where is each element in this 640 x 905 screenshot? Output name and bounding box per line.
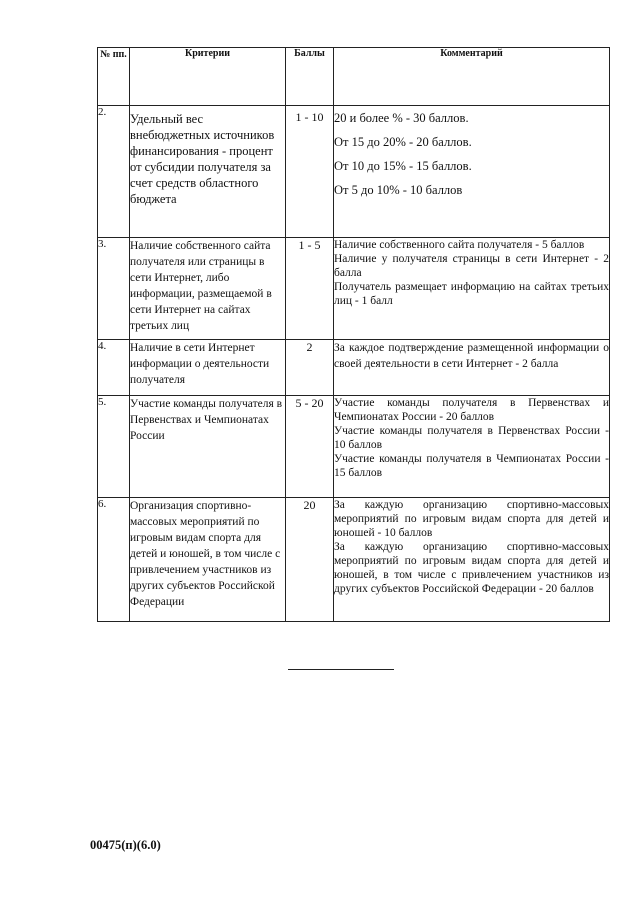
table-row (98, 498, 610, 622)
criteria-table (97, 47, 610, 622)
row-number: 4. (98, 340, 130, 396)
row-score: 2 (286, 340, 334, 396)
header-comment: Комментарий (334, 48, 610, 106)
row-criteria: Удельный вес внебюджетных источников финансирования - процент от субсидии получателя за счет средств областного бюджета (130, 106, 286, 238)
comment-line: Участие команды получателя в Чемпионатах России - 15 баллов (334, 453, 609, 479)
row-number: 5. (98, 396, 130, 498)
table-row (98, 106, 610, 238)
row-number: 3. (98, 238, 130, 340)
comment-line: Наличие у получателя страницы в сети Интернет - 2 балла (334, 253, 609, 279)
comment-line: Участие команды получателя в Первенствах и Чемпионатах России - 20 баллов (334, 397, 609, 423)
comment-line: Получатель размещает информацию на сайтах третьих лиц - 1 балл (334, 281, 609, 307)
comment-line: Наличие собственного сайта получателя - 5 баллов (334, 239, 585, 251)
row-number: 2. (98, 106, 130, 238)
row-comment (334, 340, 610, 396)
row-number: 6. (98, 498, 130, 622)
header-criteria: Критерии (130, 48, 286, 106)
row-comment (334, 106, 610, 238)
table-header-row (98, 48, 610, 106)
row-comment (334, 498, 610, 622)
row-comment (334, 238, 610, 340)
table-row (98, 238, 610, 340)
row-criteria: Наличие собственного сайта получателя или страницы в сети Интернет, либо информации, размещаемой в сети Интернет на сайтах третьих лиц (130, 238, 286, 340)
table-row (98, 340, 610, 396)
row-criteria: Наличие в сети Интернет информации о деятельности получателя (130, 340, 286, 396)
comment-line: 20 и более % - 30 баллов. (334, 111, 469, 125)
comment-line: За каждую организацию спортивно-массовых мероприятий по игровым видам спорта для детей и юношей, в том числе с привлечением участников из других субъектов Российской Федерации - 20 баллов (334, 541, 609, 595)
comment-line: От 15 до 20% - 20 баллов. (334, 135, 472, 149)
header-score: Баллы (286, 48, 334, 106)
row-comment (334, 396, 610, 498)
comment-line: За каждое подтверждение размещенной информации о своей деятельности в сети Интернет - 2 балла (334, 342, 609, 370)
row-criteria: Организация спортивно-массовых мероприятий по игровым видам спорта для детей и юношей, в том числе с привлечением участников из других субъектов Российской Федерации (130, 498, 286, 622)
table-row (98, 396, 610, 498)
row-score: 5 - 20 (286, 396, 334, 498)
row-score: 20 (286, 498, 334, 622)
row-score: 1 - 5 (286, 238, 334, 340)
comment-line: Участие команды получателя в Первенствах России - 10 баллов (334, 425, 609, 451)
separator-line (288, 669, 394, 670)
row-score: 1 - 10 (286, 106, 334, 238)
comment-line: За каждую организацию спортивно-массовых мероприятий по игровым видам спорта для детей и юношей - 10 баллов (334, 499, 609, 539)
comment-line: От 5 до 10% - 10 баллов (334, 183, 463, 197)
comment-line: От 10 до 15% - 15 баллов. (334, 159, 472, 173)
row-criteria: Участие команды получателя в Первенствах и Чемпионатах России (130, 396, 286, 498)
header-number: № пп. (98, 48, 130, 106)
document-code: 00475(п)(6.0) (90, 838, 161, 852)
